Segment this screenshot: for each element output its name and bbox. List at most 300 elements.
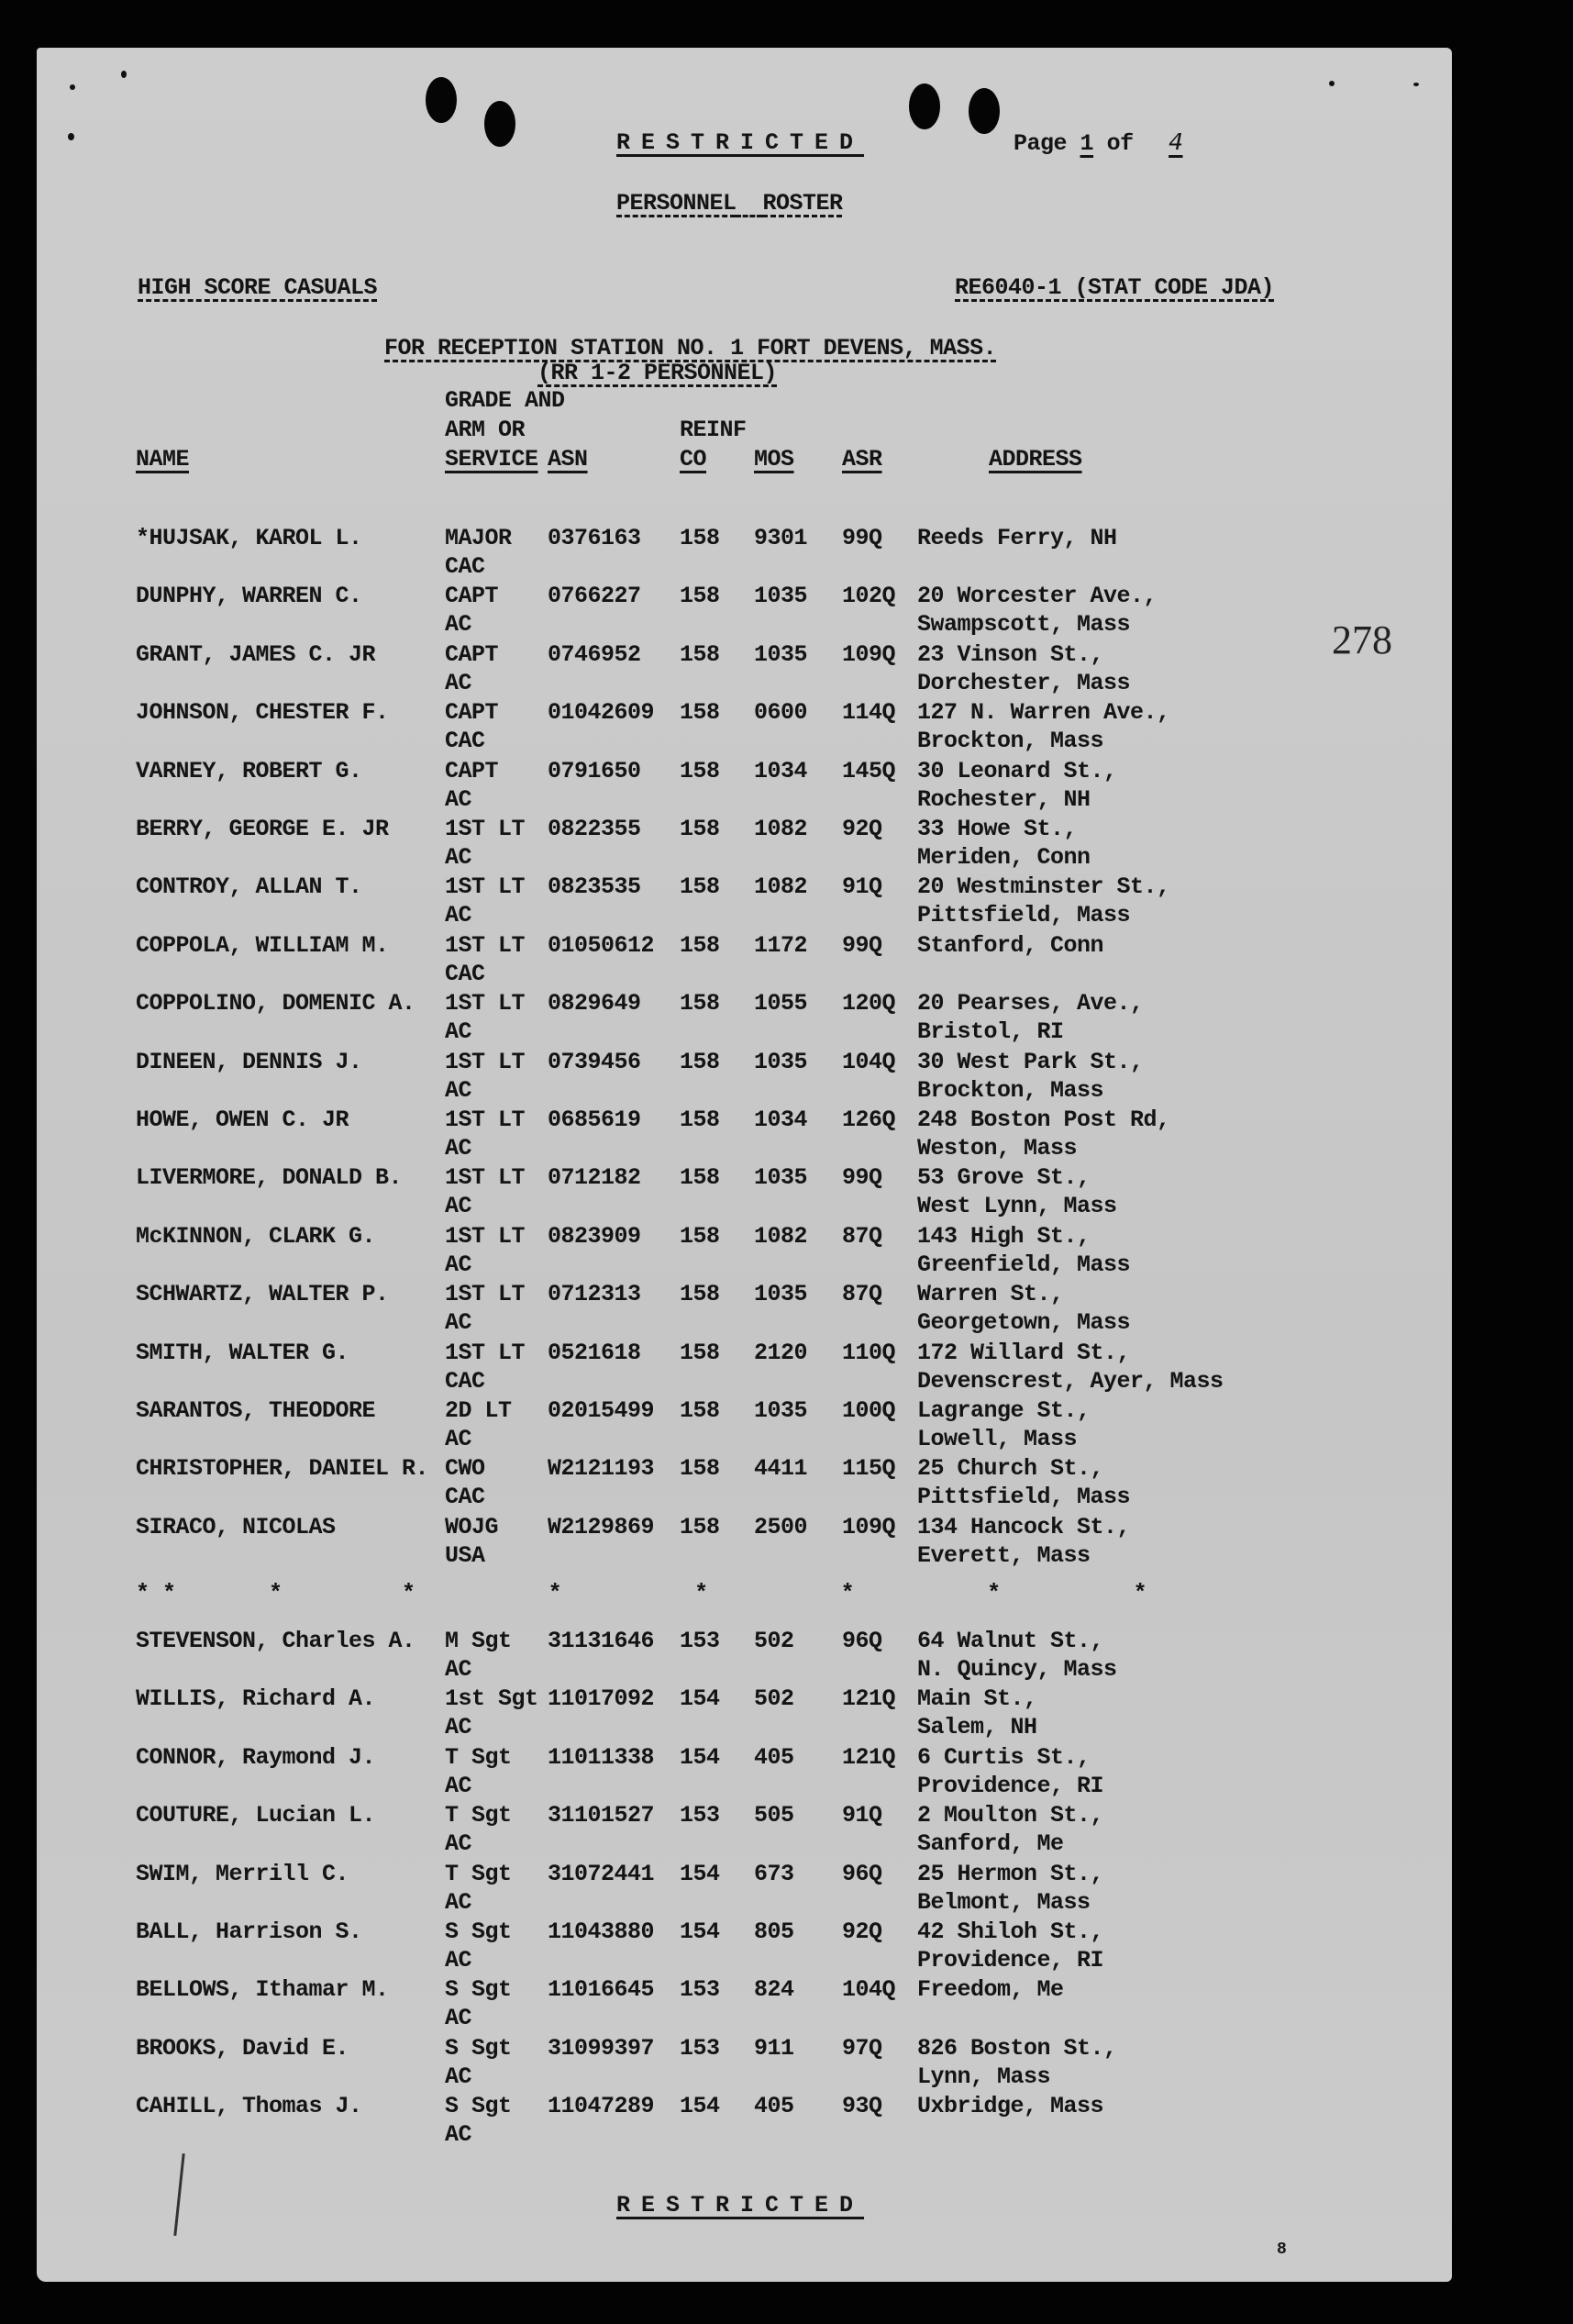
roster-row (37, 1744, 1452, 1802)
roster-row (37, 1049, 1452, 1106)
roster-row (37, 525, 1452, 583)
asn-cell: W2121193 (548, 1455, 655, 1483)
reinf-co-cell: 158 (680, 757, 720, 784)
asn-cell: 0822355 (548, 816, 641, 842)
stat-code: RE6040-1 (STAT CODE JDA) (955, 274, 1275, 301)
arm-service-cell: AC (445, 2005, 472, 2032)
header-asr: ASR (842, 446, 882, 473)
asn-cell: 0685619 (548, 1106, 641, 1133)
reinf-co-cell: 153 (680, 2034, 720, 2062)
asr-cell: 87Q (842, 1222, 882, 1250)
reinf-co-cell: 158 (680, 990, 720, 1017)
address-line1-cell: 20 Westminster St., (917, 873, 1170, 901)
mos-cell: 1034 (754, 1106, 808, 1133)
asr-cell: 109Q (842, 1513, 896, 1540)
asr-cell: 120Q (842, 990, 896, 1017)
address-line1-cell: 248 Boston Post Rd, (917, 1106, 1170, 1133)
asr-cell: 114Q (842, 699, 896, 727)
asn-cell: 0823535 (548, 873, 641, 901)
arm-service-cell: AC (445, 1135, 472, 1162)
roster-row (37, 816, 1452, 873)
roster-row (37, 1340, 1452, 1397)
address-line2-cell: Pittsfield, Mass (917, 902, 1131, 929)
grade-cell: 1ST LT (445, 1048, 526, 1075)
mos-cell: 1035 (754, 1397, 808, 1424)
grade-cell: 2D LT (445, 1397, 512, 1424)
arm-service-cell: AC (445, 1309, 472, 1337)
name-cell: DINEEN, DENNIS J. (136, 1048, 362, 1075)
group-label: HIGH SCORE CASUALS (138, 274, 378, 301)
grade-cell: T Sgt (445, 1860, 512, 1887)
grade-cell: 1ST LT (445, 1281, 526, 1308)
roster-row (37, 2035, 1452, 2093)
asr-cell: 121Q (842, 1743, 896, 1771)
arm-service-cell: AC (445, 1656, 472, 1683)
address-line2-cell: Devenscrest, Ayer, Mass (917, 1367, 1224, 1395)
asn-cell: 31131646 (548, 1628, 655, 1654)
mos-cell: 1035 (754, 1281, 808, 1308)
reinf-co-cell: 154 (680, 1743, 720, 1771)
mos-cell: 1035 (754, 1048, 808, 1075)
arm-service-cell: AC (445, 1018, 472, 1046)
speck (68, 133, 74, 140)
name-cell: BROOKS, David E. (136, 2034, 349, 2062)
grade-cell: M Sgt (445, 1628, 512, 1654)
roster-row (37, 1802, 1452, 1860)
asr-cell: 104Q (842, 1048, 896, 1075)
address-line1-cell: Main St., (917, 1685, 1037, 1713)
address-line1-cell: 20 Pearses, Ave., (917, 990, 1144, 1017)
reinf-co-cell: 158 (680, 1222, 720, 1250)
header-name: NAME (136, 446, 190, 473)
header-co: CO (680, 446, 707, 473)
asr-cell: 91Q (842, 873, 882, 901)
address-line1-cell: 134 Hancock St., (917, 1513, 1131, 1540)
address-line2-cell: Everett, Mass (917, 1541, 1091, 1569)
address-line1-cell: Stanford, Conn (917, 931, 1104, 959)
name-cell: COUTURE, Lucian L. (136, 1802, 376, 1829)
header-grade-line3: SERVICE (445, 446, 538, 473)
address-line2-cell: Rochester, NH (917, 785, 1091, 813)
roster-row (37, 990, 1452, 1048)
classification-top: RESTRICTED (616, 129, 865, 156)
address-line2-cell: Lowell, Mass (917, 1426, 1078, 1452)
roster-row (37, 1455, 1452, 1513)
asn-cell: 0376163 (548, 525, 641, 551)
reinf-co-cell: 153 (680, 1976, 720, 2004)
mos-cell: 9301 (754, 525, 808, 551)
asn-cell: 11047289 (548, 2093, 655, 2120)
reinf-co-cell: 158 (680, 1164, 720, 1192)
asn-cell: 0521618 (548, 1339, 641, 1366)
mos-cell: 673 (754, 1860, 794, 1887)
mos-cell: 1082 (754, 1222, 808, 1250)
reinf-co-cell: 158 (680, 1397, 720, 1424)
asr-cell: 126Q (842, 1106, 896, 1133)
arm-service-cell: AC (445, 1426, 472, 1452)
roster-row (37, 1976, 1452, 2034)
mos-cell: 502 (754, 1685, 794, 1713)
address-line2-cell: Belmont, Mass (917, 1888, 1091, 1916)
reinf-co-cell: 158 (680, 1106, 720, 1133)
roster-row (37, 1223, 1452, 1281)
roster-row (37, 1685, 1452, 1743)
name-cell: VARNEY, ROBERT G. (136, 757, 362, 784)
asn-cell: 01042609 (548, 699, 655, 727)
roster-row (37, 1164, 1452, 1222)
page-number: 1 (1080, 130, 1094, 157)
grade-cell: CAPT (445, 699, 499, 727)
address-line1-cell: 6 Curtis St., (917, 1743, 1091, 1771)
name-cell: LIVERMORE, DONALD B. (136, 1164, 403, 1192)
arm-service-cell: USA (445, 1541, 485, 1569)
title-part-1: PERSONNEL (616, 190, 737, 217)
name-cell: COPPOLINO, DOMENIC A. (136, 990, 415, 1017)
roster-row (37, 1861, 1452, 1918)
roster-row (37, 583, 1452, 640)
asr-cell: 99Q (842, 931, 882, 959)
address-line1-cell: 30 Leonard St., (917, 757, 1117, 784)
page-indicator (1014, 128, 1196, 158)
mos-cell: 1035 (754, 1164, 808, 1192)
arm-service-cell: AC (445, 611, 472, 639)
reinf-co-cell: 158 (680, 873, 720, 901)
address-line2-cell: Providence, RI (917, 1772, 1104, 1799)
arm-service-cell: AC (445, 785, 472, 813)
punch-hole (969, 88, 1000, 134)
address-line2-cell: Providence, RI (917, 1947, 1104, 1974)
asr-cell: 145Q (842, 757, 896, 784)
mos-cell: 1082 (754, 816, 808, 842)
address-line2-cell: Salem, NH (917, 1714, 1037, 1741)
asn-cell: 11043880 (548, 1918, 655, 1945)
reinf-co-cell: 154 (680, 2093, 720, 2120)
section-separator: * * * * * * * * * (136, 1580, 1147, 1607)
mos-cell: 2500 (754, 1513, 808, 1540)
arm-service-cell: CAC (445, 1367, 485, 1395)
arm-service-cell: AC (445, 1830, 472, 1858)
asr-cell: 104Q (842, 1976, 896, 2004)
roster-row (37, 1106, 1452, 1164)
grade-cell: 1ST LT (445, 931, 526, 959)
reinf-co-cell: 158 (680, 1513, 720, 1540)
address-line2-cell: N. Quincy, Mass (917, 1656, 1117, 1683)
reinf-co-cell: 158 (680, 699, 720, 727)
address-line1-cell: 53 Grove St., (917, 1164, 1091, 1192)
page-total: 4 (1169, 128, 1183, 155)
name-cell: CONNOR, Raymond J. (136, 1743, 376, 1771)
address-line1-cell: 20 Worcester Ave., (917, 583, 1158, 610)
address-line1-cell: 25 Hermon St., (917, 1860, 1104, 1887)
address-line1-cell: 2 Moulton St., (917, 1802, 1104, 1829)
grade-cell: CWO (445, 1455, 485, 1483)
reinf-co-cell: 158 (680, 583, 720, 610)
mos-cell: 0600 (754, 699, 808, 727)
header-asn: ASN (548, 446, 588, 473)
arm-service-cell: AC (445, 2121, 472, 2149)
mos-cell: 1082 (754, 873, 808, 901)
grade-cell: 1ST LT (445, 816, 526, 842)
address-line2-cell: Dorchester, Mass (917, 669, 1131, 696)
arm-service-cell: AC (445, 1076, 472, 1104)
grade-cell: WOJG (445, 1513, 499, 1540)
name-cell: SCHWARTZ, WALTER P. (136, 1281, 389, 1308)
mos-cell: 824 (754, 1976, 794, 2004)
reinf-co-cell: 158 (680, 931, 720, 959)
arm-service-cell: AC (445, 1947, 472, 1974)
roster-row (37, 932, 1452, 990)
arm-service-cell: AC (445, 1251, 472, 1278)
asr-cell: 87Q (842, 1281, 882, 1308)
reinf-co-cell: 158 (680, 816, 720, 842)
roster-row (37, 641, 1452, 699)
asn-cell: 0739456 (548, 1048, 641, 1075)
grade-cell: 1ST LT (445, 873, 526, 901)
address-line1-cell: 172 Willard St., (917, 1339, 1131, 1366)
asr-cell: 99Q (842, 525, 882, 551)
header-address: ADDRESS (989, 446, 1082, 473)
roster-row (37, 1397, 1452, 1455)
asn-cell: 11017092 (548, 1685, 655, 1713)
asn-cell: 31101527 (548, 1802, 655, 1829)
address-line2-cell: Swampscott, Mass (917, 611, 1131, 639)
mos-cell: 1035 (754, 583, 808, 610)
name-cell: DUNPHY, WARREN C. (136, 583, 362, 610)
reinf-co-cell: 158 (680, 640, 720, 668)
mos-cell: 805 (754, 1918, 794, 1945)
address-line1-cell: 33 Howe St., (917, 816, 1078, 842)
grade-cell: S Sgt (445, 2093, 512, 2120)
name-cell: GRANT, JAMES C. JR (136, 640, 376, 668)
header-grade-line1: GRADE AND (445, 387, 565, 414)
name-cell: CHRISTOPHER, DANIEL R. (136, 1455, 429, 1483)
asn-cell: 0746952 (548, 640, 641, 668)
speck (121, 71, 127, 78)
asr-cell: 92Q (842, 816, 882, 842)
corner-mark: 8 (1277, 2241, 1287, 2259)
address-line2-cell: Sanford, Me (917, 1830, 1064, 1858)
reinf-co-cell: 158 (680, 525, 720, 551)
grade-cell: T Sgt (445, 1743, 512, 1771)
asn-cell: 0712313 (548, 1281, 641, 1308)
asr-cell: 97Q (842, 2034, 882, 2062)
asn-cell: 0766227 (548, 583, 641, 610)
asn-cell: 0791650 (548, 757, 641, 784)
asn-cell: W2129869 (548, 1513, 655, 1540)
asr-cell: 91Q (842, 1802, 882, 1829)
arm-service-cell: AC (445, 1193, 472, 1220)
page-of: of (1106, 130, 1134, 157)
speck (70, 84, 75, 90)
address-line1-cell: 42 Shiloh St., (917, 1918, 1104, 1945)
asr-cell: 121Q (842, 1685, 896, 1713)
punch-hole (484, 101, 515, 147)
destination: FOR RECEPTION STATION NO. 1 FORT DEVENS, MASS. (384, 335, 997, 361)
header-grade-line2: ARM OR (445, 417, 526, 443)
roster-row (37, 1628, 1452, 1685)
name-cell: SWIM, Merrill C. (136, 1860, 349, 1887)
mos-cell: 1055 (754, 990, 808, 1017)
arm-service-cell: CAC (445, 1484, 485, 1511)
mos-cell: 405 (754, 1743, 794, 1771)
address-line1-cell: 64 Walnut St., (917, 1628, 1104, 1654)
arm-service-cell: AC (445, 844, 472, 871)
address-line1-cell: Warren St., (917, 1281, 1064, 1308)
grade-cell: 1ST LT (445, 990, 526, 1017)
speck (1329, 81, 1335, 86)
reinf-co-cell: 158 (680, 1281, 720, 1308)
arm-service-cell: AC (445, 1888, 472, 1916)
name-cell: *HUJSAK, KAROL L. (136, 525, 362, 551)
roster-page (37, 48, 1452, 2282)
roster-row (37, 1281, 1452, 1339)
grade-cell: CAPT (445, 640, 499, 668)
grade-cell: 1ST LT (445, 1339, 526, 1366)
arm-service-cell: AC (445, 1714, 472, 1741)
name-cell: BALL, Harrison S. (136, 1918, 362, 1945)
mos-cell: 505 (754, 1802, 794, 1829)
reinf-co-cell: 154 (680, 1918, 720, 1945)
asr-cell: 96Q (842, 1628, 882, 1654)
address-line1-cell: 30 West Park St., (917, 1048, 1144, 1075)
sub-destination: (RR 1-2 PERSONNEL) (537, 360, 778, 386)
address-line1-cell: 127 N. Warren Ave., (917, 699, 1170, 727)
name-cell: BELLOWS, Ithamar M. (136, 1976, 389, 2004)
grade-cell: 1ST LT (445, 1106, 526, 1133)
address-line1-cell: 143 High St., (917, 1222, 1091, 1250)
reinf-co-cell: 153 (680, 1802, 720, 1829)
address-line2-cell: Bristol, RI (917, 1018, 1064, 1046)
asr-cell: 99Q (842, 1164, 882, 1192)
name-cell: WILLIS, Richard A. (136, 1685, 376, 1713)
address-line2-cell: Meriden, Conn (917, 844, 1091, 871)
roster-title (616, 190, 843, 217)
arm-service-cell: CAC (445, 728, 485, 755)
asn-cell: 31072441 (548, 1860, 655, 1887)
name-cell: SARANTOS, THEODORE (136, 1397, 376, 1424)
asr-cell: 110Q (842, 1339, 896, 1366)
address-line2-cell: Greenfield, Mass (917, 1251, 1131, 1278)
arm-service-cell: AC (445, 902, 472, 929)
name-cell: CAHILL, Thomas J. (136, 2093, 362, 2120)
stamp-number: 278 (1332, 617, 1392, 662)
mos-cell: 1034 (754, 757, 808, 784)
grade-cell: MAJOR (445, 525, 512, 551)
asr-cell: 92Q (842, 1918, 882, 1945)
asr-cell: 100Q (842, 1397, 896, 1424)
mos-cell: 911 (754, 2034, 794, 2062)
name-cell: COPPOLA, WILLIAM M. (136, 931, 389, 959)
roster-row (37, 2093, 1452, 2151)
asn-cell: 02015499 (548, 1397, 655, 1424)
address-line1-cell: 826 Boston St., (917, 2034, 1117, 2062)
speck (1413, 83, 1419, 86)
name-cell: SMITH, WALTER G. (136, 1339, 349, 1366)
address-line1-cell: 23 Vinson St., (917, 640, 1104, 668)
name-cell: BERRY, GEORGE E. JR (136, 816, 389, 842)
grade-cell: S Sgt (445, 1976, 512, 2004)
asn-cell: 11011338 (548, 1743, 655, 1771)
asn-cell: 11016645 (548, 1976, 655, 2004)
punch-hole (909, 83, 940, 129)
title-part-2: ROSTER (762, 190, 843, 217)
arm-service-cell: CAC (445, 553, 485, 580)
reinf-co-cell: 158 (680, 1339, 720, 1366)
roster-row (37, 1514, 1452, 1572)
grade-cell: T Sgt (445, 1802, 512, 1829)
asn-cell: 31099397 (548, 2034, 655, 2062)
arm-service-cell: AC (445, 2063, 472, 2090)
name-cell: McKINNON, CLARK G. (136, 1222, 376, 1250)
asr-cell: 109Q (842, 640, 896, 668)
reinf-co-cell: 158 (680, 1048, 720, 1075)
mos-cell: 1172 (754, 931, 808, 959)
arm-service-cell: AC (445, 669, 472, 696)
name-cell: HOWE, OWEN C. JR (136, 1106, 349, 1133)
name-cell: CONTROY, ALLAN T. (136, 873, 362, 901)
grade-cell: CAPT (445, 583, 499, 610)
name-cell: SIRACO, NICOLAS (136, 1513, 336, 1540)
header-reinf-line1: REINF (680, 417, 747, 443)
punch-hole (426, 77, 457, 123)
mos-cell: 1035 (754, 640, 808, 668)
grade-cell: 1st Sgt (445, 1685, 538, 1713)
mos-cell: 502 (754, 1628, 794, 1654)
arm-service-cell: AC (445, 1772, 472, 1799)
address-line2-cell: Brockton, Mass (917, 1076, 1104, 1104)
reinf-co-cell: 153 (680, 1628, 720, 1654)
mos-cell: 405 (754, 2093, 794, 2120)
address-line2-cell: West Lynn, Mass (917, 1193, 1117, 1220)
asr-cell: 93Q (842, 2093, 882, 2120)
grade-cell: CAPT (445, 757, 499, 784)
reinf-co-cell: 154 (680, 1685, 720, 1713)
grade-cell: 1ST LT (445, 1222, 526, 1250)
address-line2-cell: Georgetown, Mass (917, 1309, 1131, 1337)
address-line1-cell: Lagrange St., (917, 1397, 1091, 1424)
reinf-co-cell: 154 (680, 1860, 720, 1887)
asr-cell: 115Q (842, 1455, 896, 1483)
arm-service-cell: CAC (445, 960, 485, 987)
roster-row (37, 699, 1452, 757)
address-line1-cell: Reeds Ferry, NH (917, 525, 1117, 551)
reinf-co-cell: 158 (680, 1455, 720, 1483)
name-cell: STEVENSON, Charles A. (136, 1628, 415, 1654)
grade-cell: S Sgt (445, 1918, 512, 1945)
mos-cell: 2120 (754, 1339, 808, 1366)
header-mos: MOS (754, 446, 794, 473)
asr-cell: 102Q (842, 583, 896, 610)
mos-cell: 4411 (754, 1455, 808, 1483)
roster-row (37, 1918, 1452, 1976)
address-line2-cell: Brockton, Mass (917, 728, 1104, 755)
page-label: Page (1014, 130, 1068, 157)
address-line1-cell: Freedom, Me (917, 1976, 1064, 2004)
address-line1-cell: 25 Church St., (917, 1455, 1104, 1483)
address-line1-cell: Uxbridge, Mass (917, 2093, 1104, 2120)
address-line2-cell: Lynn, Mass (917, 2063, 1051, 2090)
name-cell: JOHNSON, CHESTER F. (136, 699, 389, 727)
asn-cell: 01050612 (548, 931, 655, 959)
asn-cell: 0712182 (548, 1164, 641, 1192)
grade-cell: S Sgt (445, 2034, 512, 2062)
roster-row (37, 873, 1452, 931)
roster-row (37, 758, 1452, 816)
asr-cell: 96Q (842, 1860, 882, 1887)
asn-cell: 0829649 (548, 990, 641, 1017)
pencil-mark (173, 2153, 184, 2236)
grade-cell: 1ST LT (445, 1164, 526, 1192)
